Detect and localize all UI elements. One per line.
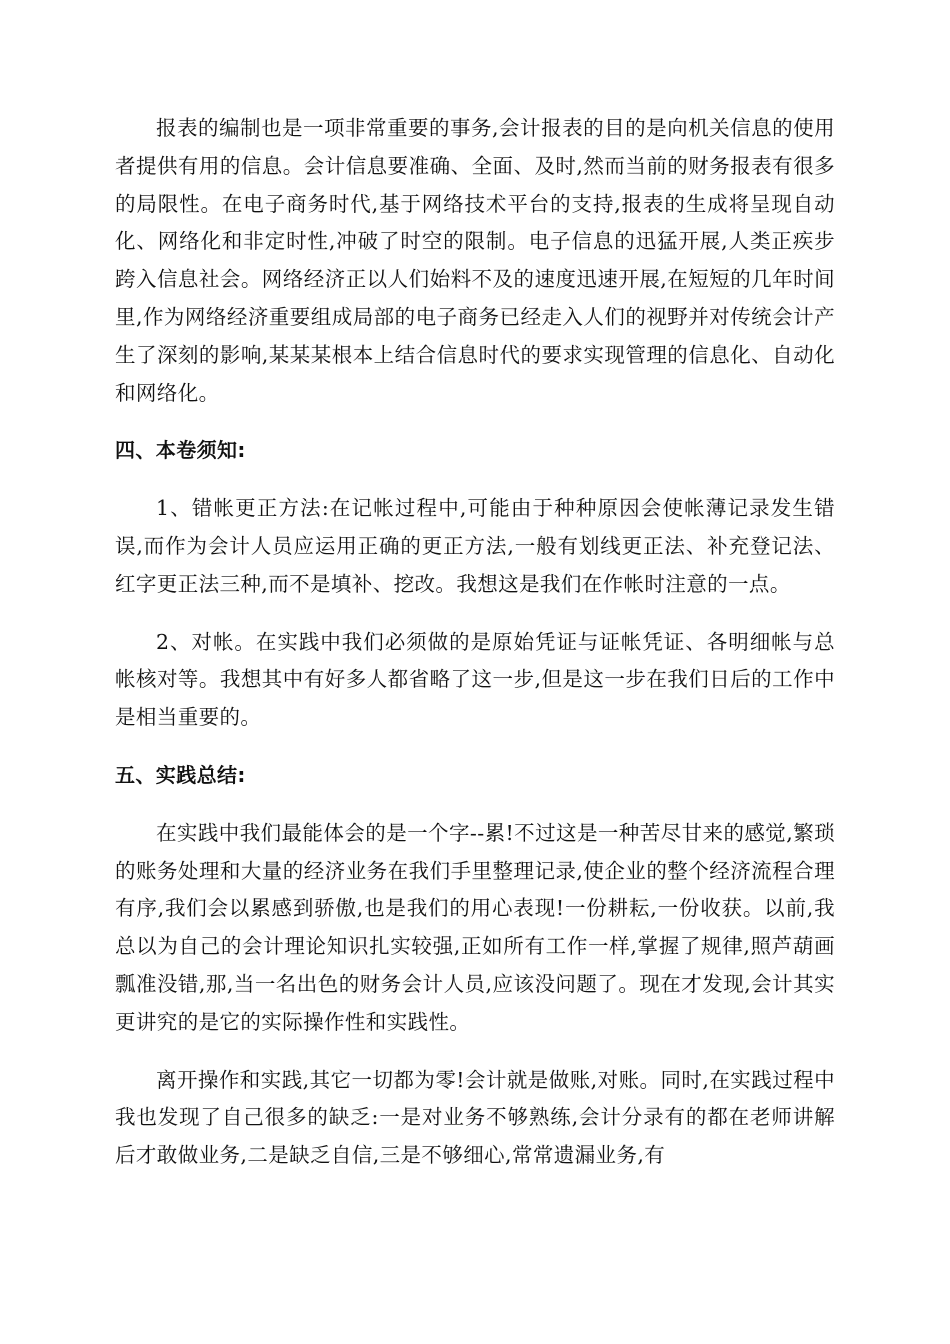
paragraph-report-compilation: 报表的编制也是一项非常重要的事务,会计报表的目的是向机关信息的使用者提供有用的信息。会计信息要准确、全面、及时,然而当前的财务报表有很多的局限性。在电子商务时代,基于网络技术平台的支持,报表的生成将呈现自动化、网络化和非定时性,冲破了时空的限制。电子信息的迅猛开展,人类正疾步跨入信息社会。网络经济正以人们始料不及的速度迅速开展,在短短的几年时间里,作为网络经济重要组成局部的电子商务已经走入人们的视野并对传统会计产生了深刻的影响,某某某根本上结合信息时代的要求实现管理的信息化、自动化和网络化。: [115, 116, 835, 405]
paragraph-shortcomings: 离开操作和实践,其它一切都为零!会计就是做账,对账。同时,在实践过程中我也发现了自己很多的缺乏:一是对业务不够熟练,会计分录有的都在老师讲解后才敢做业务,二是缺乏自信,三是不够细心,常常遗漏业务,有: [115, 1067, 835, 1168]
paragraph-practice-experience: 在实践中我们最能体会的是一个字--累!不过这是一种苦尽甘来的感觉,繁琐的账务处理和大量的经济业务在我们手里整理记录,使企业的整个经济流程合理有序,我们会以累感到骄傲,也是我们的用心表现!一份耕耘,一份收获。以前,我总以为自己的会计理论知识扎实较强,正如所有工作一样,掌握了规律,照芦葫画瓢准没错,那,当一名出色的财务会计人员,应该没问题了。现在才发现,会计其实更讲究的是它的实际操作性和实践性。: [115, 820, 835, 1034]
section-heading-summary: 五、实践总结:: [115, 762, 246, 787]
document-body: [115, 110, 835, 1195]
paragraph-reconciliation: 2、对帐。在实践中我们必须做的是原始凭证与证帐凭证、各明细帐与总帐核对等。我想其中有好多人都省略了这一步,但是这一步在我们日后的工作中是相当重要的。: [115, 629, 835, 730]
section-heading-notes: 四、本卷须知:: [115, 438, 246, 463]
paragraph-error-correction: 1、错帐更正方法:在记帐过程中,可能由于种种原因会使帐薄记录发生错误,而作为会计人员应运用正确的更正方法,一般有划线更正法、补充登记法、红字更正法三种,而不是填补、挖改。我想这是我们在作帐时注意的一点。: [115, 496, 835, 596]
